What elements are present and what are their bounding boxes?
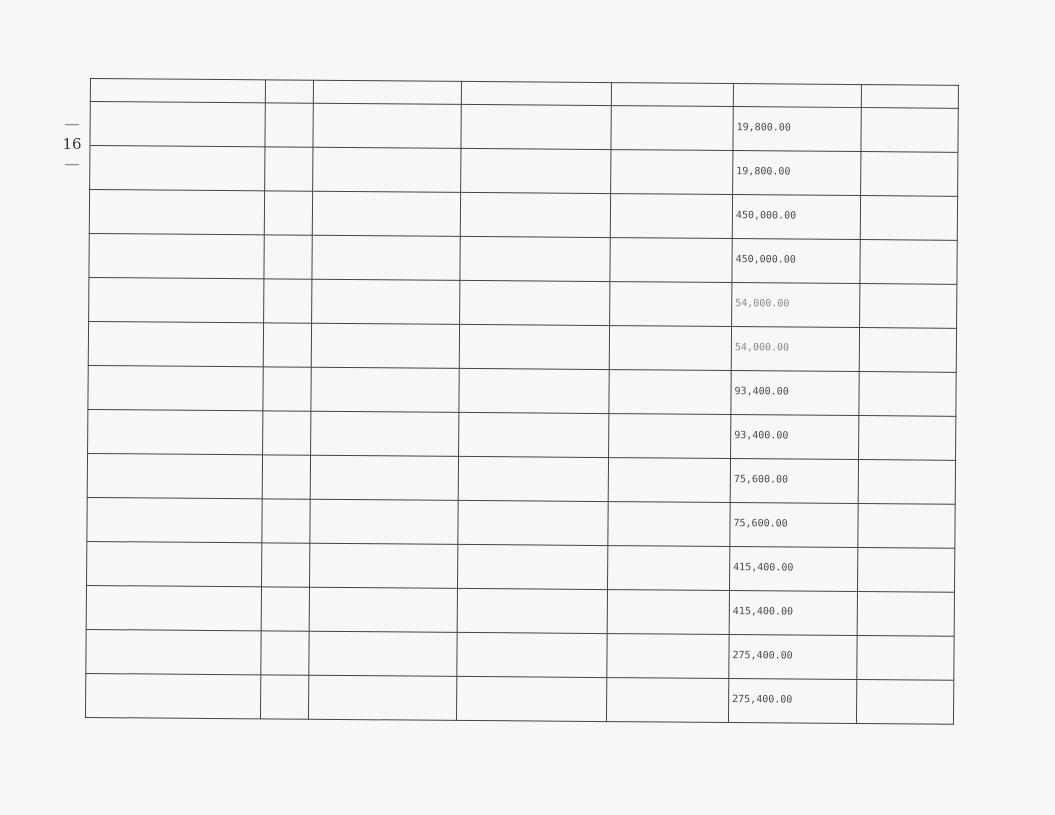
cell-amount: 450,000.00 bbox=[732, 239, 860, 284]
cell-amount: 450,000.00 bbox=[732, 195, 860, 240]
cell-note bbox=[860, 240, 957, 285]
cell-code bbox=[264, 235, 312, 279]
cell-code bbox=[262, 543, 310, 587]
cell-unit bbox=[86, 629, 261, 674]
header-amount bbox=[733, 84, 861, 108]
cell-code bbox=[261, 587, 309, 631]
cell-unit bbox=[87, 453, 262, 498]
cell-unit bbox=[89, 277, 264, 322]
cell-note bbox=[857, 592, 954, 637]
cell-function-category bbox=[460, 192, 610, 237]
cell-department-category bbox=[609, 326, 731, 371]
cell-amount: 275,400.00 bbox=[729, 635, 857, 680]
cell-note bbox=[860, 284, 957, 329]
cell-amount: 415,400.00 bbox=[729, 547, 857, 592]
cell-amount: 54,000.00 bbox=[731, 327, 859, 372]
table-row bbox=[88, 365, 956, 416]
cell-code bbox=[262, 499, 310, 543]
cell-code bbox=[264, 279, 312, 323]
cell-project bbox=[310, 455, 458, 500]
cell-amount: 93,400.00 bbox=[731, 371, 859, 416]
cell-function-category bbox=[459, 368, 609, 413]
cell-amount: 19,800.00 bbox=[733, 151, 861, 196]
cell-department-category bbox=[608, 502, 730, 547]
cell-unit bbox=[90, 102, 265, 147]
cell-function-category bbox=[458, 456, 608, 501]
cell-function-category bbox=[461, 148, 611, 193]
cell-note bbox=[856, 680, 953, 725]
cell-function-category bbox=[459, 324, 609, 369]
cell-code bbox=[263, 367, 311, 411]
cell-unit bbox=[86, 585, 261, 630]
cell-unit bbox=[85, 673, 260, 718]
cell-function-category bbox=[457, 588, 607, 633]
table-row bbox=[87, 541, 955, 592]
table-body bbox=[85, 102, 958, 725]
cell-unit bbox=[87, 497, 262, 542]
table-row bbox=[90, 102, 958, 153]
page-number bbox=[62, 114, 82, 174]
cell-amount: 75,600.00 bbox=[730, 459, 858, 504]
header-dept bbox=[611, 83, 733, 107]
cell-function-category bbox=[461, 104, 611, 149]
cell-function-category bbox=[460, 280, 610, 325]
cell-department-category bbox=[610, 238, 732, 283]
cell-amount: 75,600.00 bbox=[730, 503, 858, 548]
cell-note bbox=[857, 548, 954, 593]
cell-code bbox=[263, 323, 311, 367]
cell-department-category bbox=[608, 458, 730, 503]
cell-department-category bbox=[610, 282, 732, 327]
cell-project bbox=[310, 499, 458, 544]
cell-project bbox=[312, 235, 460, 280]
cell-note bbox=[859, 328, 956, 373]
cell-function-category bbox=[459, 412, 609, 457]
cell-code bbox=[265, 147, 313, 191]
table-row bbox=[88, 321, 956, 372]
cell-amount: 54,000.00 bbox=[732, 283, 860, 328]
allocation-table-wrapper bbox=[85, 78, 958, 725]
table-row bbox=[89, 190, 957, 241]
cell-project bbox=[311, 323, 459, 368]
cell-project bbox=[313, 147, 461, 192]
cell-note bbox=[859, 372, 956, 417]
cell-unit bbox=[88, 365, 263, 410]
page-number-dash-bottom: — bbox=[64, 157, 80, 171]
cell-unit bbox=[89, 190, 264, 235]
table-row bbox=[88, 409, 956, 460]
header-unit bbox=[90, 79, 265, 103]
table-row bbox=[89, 233, 957, 284]
table-row bbox=[85, 673, 953, 724]
cell-function-category bbox=[458, 500, 608, 545]
cell-function-category bbox=[456, 676, 606, 721]
cell-department-category bbox=[610, 194, 732, 239]
cell-amount: 415,400.00 bbox=[729, 591, 857, 636]
cell-function-category bbox=[457, 632, 607, 677]
allocation-table bbox=[85, 78, 959, 725]
cell-project bbox=[313, 103, 461, 148]
table-row bbox=[87, 453, 955, 504]
cell-code bbox=[261, 631, 309, 675]
header-code bbox=[265, 80, 313, 103]
cell-note bbox=[860, 196, 957, 241]
cell-note bbox=[861, 108, 958, 153]
cell-project bbox=[312, 191, 460, 236]
table-row bbox=[90, 146, 958, 197]
cell-unit bbox=[89, 233, 264, 278]
header-func bbox=[461, 81, 611, 105]
cell-unit bbox=[88, 409, 263, 454]
table-row bbox=[87, 497, 955, 548]
cell-unit bbox=[90, 146, 265, 191]
cell-code bbox=[265, 103, 313, 147]
cell-function-category bbox=[460, 236, 610, 281]
cell-project bbox=[311, 367, 459, 412]
cell-code bbox=[262, 455, 310, 499]
cell-note bbox=[859, 416, 956, 461]
page-number-dash-top: — bbox=[64, 117, 80, 131]
cell-code bbox=[263, 411, 311, 455]
cell-note bbox=[858, 460, 955, 505]
cell-project bbox=[311, 411, 459, 456]
cell-department-category bbox=[611, 150, 733, 195]
header-note bbox=[861, 85, 958, 109]
table-row bbox=[86, 585, 954, 636]
cell-project bbox=[310, 543, 458, 588]
table-row bbox=[86, 629, 954, 680]
cell-department-category bbox=[611, 106, 733, 151]
cell-amount: 93,400.00 bbox=[731, 415, 859, 460]
cell-department-category bbox=[607, 634, 729, 679]
cell-department-category bbox=[607, 590, 729, 635]
cell-note bbox=[857, 636, 954, 681]
cell-project bbox=[309, 631, 457, 676]
cell-unit bbox=[88, 321, 263, 366]
cell-project bbox=[308, 675, 456, 720]
cell-department-category bbox=[609, 370, 731, 415]
page-number-value: 16 bbox=[62, 135, 82, 153]
cell-note bbox=[858, 504, 955, 549]
cell-code bbox=[260, 675, 308, 719]
cell-project bbox=[309, 587, 457, 632]
cell-code bbox=[264, 191, 312, 235]
cell-amount: 19,800.00 bbox=[733, 107, 861, 152]
cell-amount: 275,400.00 bbox=[728, 679, 856, 724]
cell-note bbox=[861, 152, 958, 197]
cell-department-category bbox=[607, 546, 729, 591]
cell-department-category bbox=[609, 414, 731, 459]
header-project bbox=[313, 80, 461, 104]
cell-function-category bbox=[458, 544, 608, 589]
cell-unit bbox=[87, 541, 262, 586]
cell-project bbox=[312, 279, 460, 324]
cell-department-category bbox=[606, 678, 728, 723]
table-row bbox=[89, 277, 957, 328]
